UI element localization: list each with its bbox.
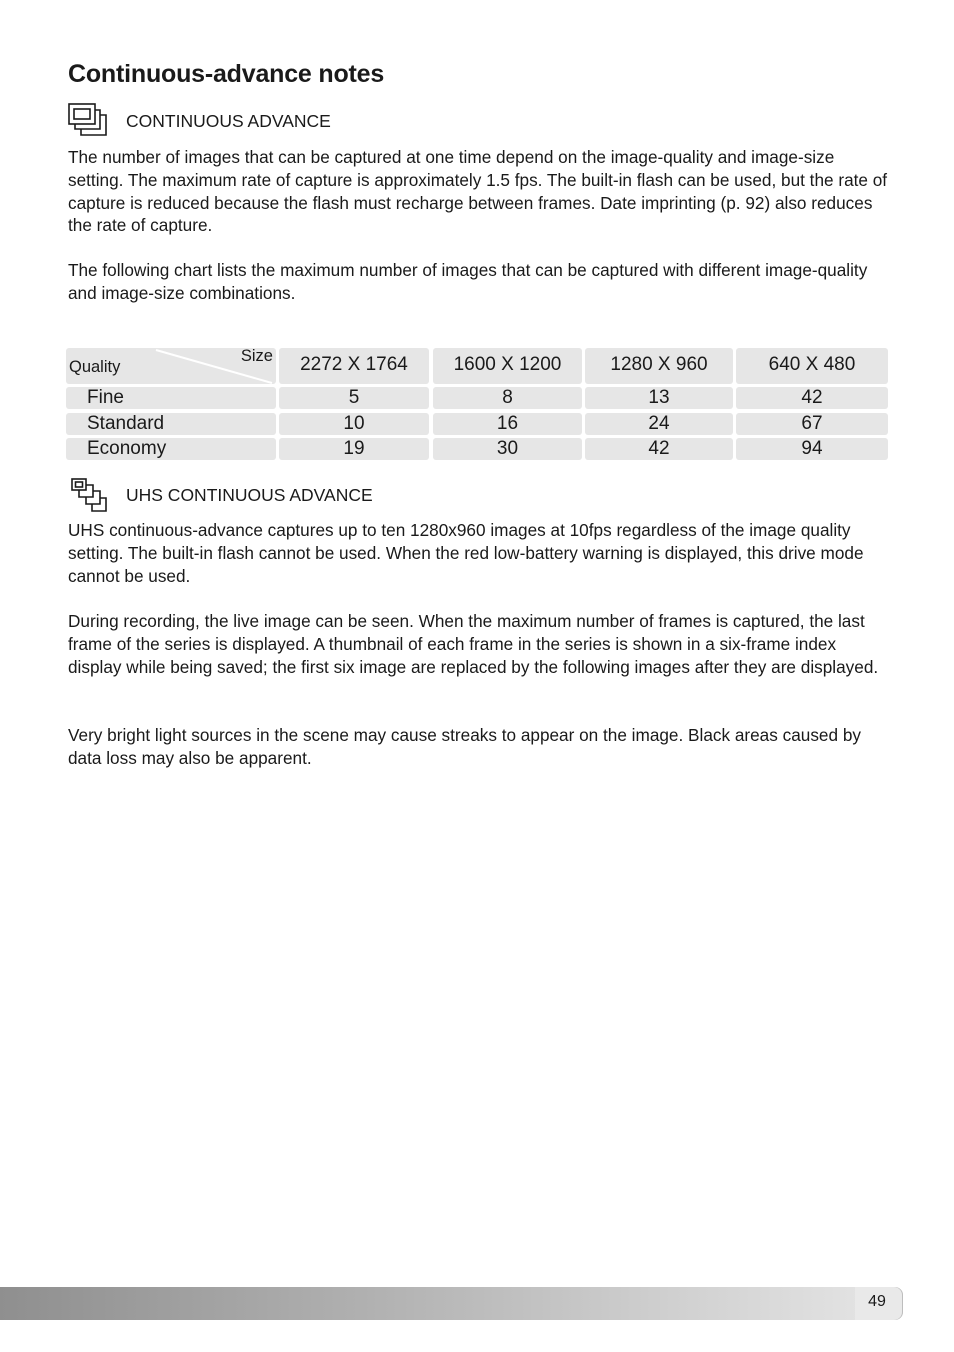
row-label: Fine: [66, 387, 276, 409]
uhs-paragraph-2: During recording, the live image can be seen. When the maximum number of frames is captured, the last frame of the series is displayed. A thumbnail of each frame in the series is shown in a six-frame index display while being saved; the first six image are replaced by the following images after they are displayed.: [68, 611, 879, 677]
table-cell: 30: [433, 438, 582, 460]
table-cell: 16: [433, 413, 582, 435]
table-cell: 19: [279, 438, 429, 460]
table-cell: 42: [736, 387, 888, 409]
table-cell: 42: [585, 438, 733, 460]
page-number: 49: [868, 1293, 886, 1310]
corner-quality-label: Quality: [69, 358, 121, 376]
uhs-continuous-advance-heading: [68, 477, 888, 513]
table-cell: 8: [433, 387, 582, 409]
footer-bar: [0, 1287, 903, 1320]
corner-size-label: Size: [240, 348, 273, 365]
column-header: 1280 X 960: [585, 348, 733, 384]
continuous-paragraph-1: The number of images that can be captured at one time depend on the image-quality and image-size setting. The maximum rate of capture is approximately 1.5 fps. The built-in flash can be used, but the rate of capture is reduced because the flash must recharge between frames. Date imprinting (p. 92) also reduces the rate of capture.: [68, 147, 888, 236]
uhs-continuous-advance-label: UHS CONTINUOUS ADVANCE: [126, 485, 373, 505]
continuous-paragraph-2: The following chart lists the maximum number of images that can be captured with different image-quality and image-size combinations.: [68, 260, 868, 303]
table-cell: 5: [279, 387, 429, 409]
uhs-paragraph-3: Very bright light sources in the scene may cause streaks to appear on the image. Black areas caused by data loss may also be apparent.: [68, 725, 861, 768]
table-cell: 10: [279, 413, 429, 435]
continuous-advance-label: CONTINUOUS ADVANCE: [126, 111, 331, 131]
uhs-paragraph-1: UHS continuous-advance captures up to ten 1280x960 images at 10fps regardless of the image quality setting. The built-in flash cannot be used. When the red low-battery warning is displayed, this drive mode cannot be used.: [68, 520, 864, 586]
row-label: Standard: [66, 413, 276, 435]
table-cell: 24: [585, 413, 733, 435]
table-cell: 94: [736, 438, 888, 460]
table-cell: 13: [585, 387, 733, 409]
uhs-continuous-advance-icon: [68, 477, 108, 520]
column-header: 1600 X 1200: [433, 348, 582, 384]
continuous-advance-icon: [68, 103, 108, 144]
continuous-advance-heading: [68, 103, 888, 139]
column-header: 640 X 480: [736, 348, 888, 384]
row-label: Economy: [66, 438, 276, 460]
table-corner-cell: [66, 348, 276, 384]
table-cell: 67: [736, 413, 888, 435]
page-title: Continuous-advance notes: [68, 60, 385, 88]
column-header: 2272 X 1764: [279, 348, 429, 384]
